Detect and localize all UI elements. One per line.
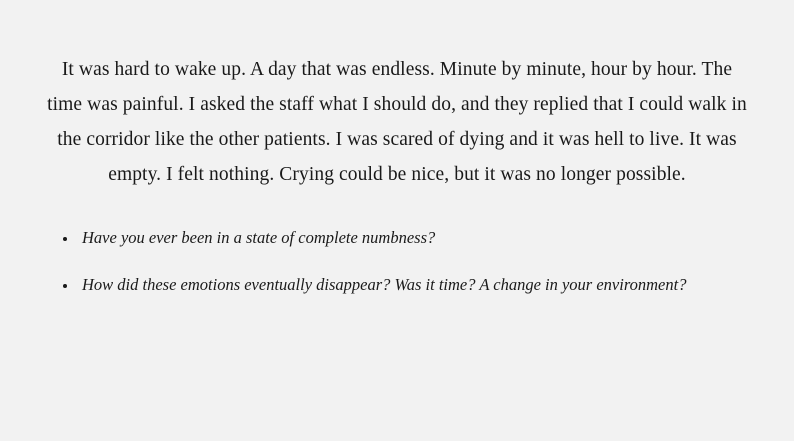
reflection-question-list (44, 226, 750, 296)
list-item: • Have you ever been in a state of complete numbness? (78, 226, 722, 249)
body-paragraph: It was hard to wake up. A day that was endless. Minute by minute, hour by hour. The time was painful. I asked the staff what I should do, and they replied that I could walk in the corridor like the other patients. I was scared of dying and it was hell to live. It was empty. I felt nothing. Crying could be nice, but it was no longer possible. (47, 59, 747, 185)
list-item: • How did these emotions eventually disappear? Was it time? A change in your environment? (78, 273, 722, 296)
